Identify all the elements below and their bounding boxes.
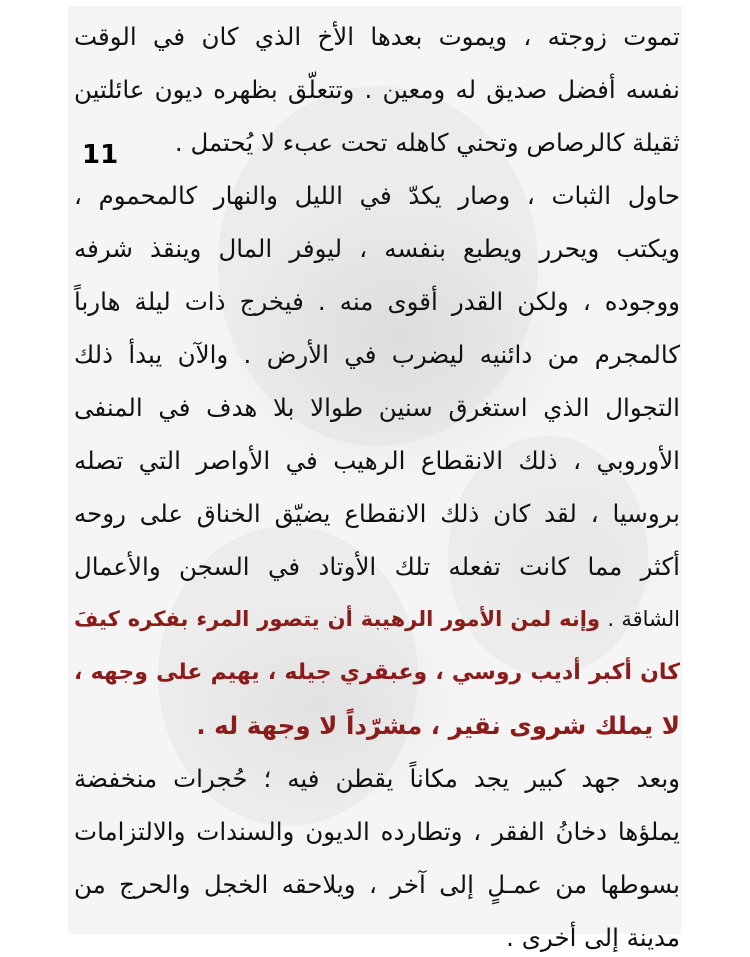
text-segment: الشاقة . — [600, 607, 680, 631]
text-line: وبعد جهد كبير يجد مكاناً يقطن فيه ؛ حُجرات منخفضة — [74, 764, 680, 793]
text-line: تموت زوجته ، ويموت بعدها الأخ الذي كان في الوقت — [74, 22, 680, 51]
text-line: ويكتب ويحرر ويطبع بنفسه ، ليوفر المال وينقذ شرفه — [74, 234, 680, 263]
text-line: ووجوده ، ولكن القدر أقوى منه . فيخرج ذات ليلة هارباً — [74, 287, 680, 316]
page-number: 11 — [82, 140, 119, 170]
text-line: مدينة إلى أخرى . — [506, 923, 680, 952]
text-line: التجوال الذي استغرق سنين طوالا بلا هدف في المنفى — [74, 393, 680, 422]
text-line: نفسه أفضل صديق له ومعين . وتتعلّق بظهره ديون عائلتين — [74, 75, 680, 104]
text-line: ثقيلة كالرصاص وتحني كاهله تحت عبء لا يُحتمل . — [174, 128, 680, 157]
text-line: كالمجرم من دائنيه ليضرب في الأرض . والآن يبدأ ذلك — [74, 340, 680, 369]
text-line-mixed — [74, 593, 680, 646]
body-text — [72, 10, 680, 957]
text-line: يملؤها دخانُ الفقر ، وتطارده الديون والسندات والالتزامات — [74, 817, 680, 846]
highlighted-text-segment: وإنه لمن الأمور الرهيبة أن يتصور المرء بفكره كيفَ — [74, 607, 601, 631]
text-line: أكثر مما كانت تفعله تلك الأوتاد في السجن والأعمال — [74, 552, 680, 581]
text-line: الأوروبي ، ذلك الانقطاع الرهيب في الأواصر التي تصله — [74, 446, 680, 475]
text-line: بسوطها من عمـلٍ إلى آخر ، ويلاحقه الخجل والحرج من — [74, 870, 680, 899]
text-line: بروسيا ، لقد كان ذلك الانقطاع يضيّق الخناق على روحه — [74, 499, 680, 528]
text-line: حاول الثبات ، وصار يكدّ في الليل والنهار كالمحموم ، — [74, 181, 680, 210]
highlighted-text-line: كان أكبر أديب روسي ، وعبقري جيله ، يهيم على وجهه ، — [74, 660, 680, 685]
highlighted-text-line: لا يملك شروى نقير ، مشرّداً لا وجهة له . — [196, 711, 680, 740]
